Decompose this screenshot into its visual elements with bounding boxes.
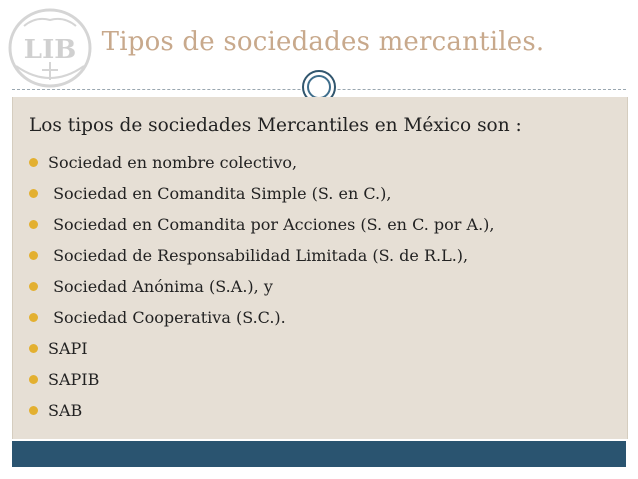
- svg-text:LIB: LIB: [23, 35, 77, 65]
- list-item-label: Sociedad Anónima (S.A.), y: [48, 277, 273, 296]
- bullet-icon: [29, 344, 38, 353]
- intro-text: Los tipos de sociedades Mercantiles en México son :: [29, 115, 522, 136]
- list-item-label: Sociedad en nombre colectivo,: [48, 153, 298, 172]
- slide-footer-bar: [12, 441, 626, 467]
- list-item: [29, 147, 495, 178]
- list-item-label: SAPIB: [48, 370, 100, 389]
- bullet-icon: [29, 251, 38, 260]
- list-item: [29, 333, 495, 364]
- list-item-label: Sociedad en Comandita por Acciones (S. en C. por A.),: [48, 215, 495, 234]
- list-item: [29, 395, 495, 426]
- list-item: [29, 302, 495, 333]
- list-item-label: SAPI: [48, 339, 88, 358]
- slide-content: [12, 97, 628, 439]
- bullet-icon: [29, 220, 38, 229]
- list-item: [29, 240, 495, 271]
- list-item-label: Sociedad Cooperativa (S.C.).: [48, 308, 286, 327]
- bullet-icon: [29, 406, 38, 415]
- bullet-icon: [29, 375, 38, 384]
- bullet-icon: [29, 189, 38, 198]
- list-item: [29, 178, 495, 209]
- list-item: [29, 364, 495, 395]
- bullet-list: [29, 147, 495, 426]
- slide-title: Tipos de sociedades mercantiles.: [101, 27, 545, 57]
- list-item-label: SAB: [48, 401, 83, 420]
- bullet-icon: [29, 158, 38, 167]
- bullet-icon: [29, 313, 38, 322]
- list-item: [29, 209, 495, 240]
- list-item-label: Sociedad en Comandita Simple (S. en C.),: [48, 184, 392, 203]
- list-item: [29, 271, 495, 302]
- bullet-icon: [29, 282, 38, 291]
- list-item-label: Sociedad de Responsabilidad Limitada (S. de R.L.),: [48, 246, 469, 265]
